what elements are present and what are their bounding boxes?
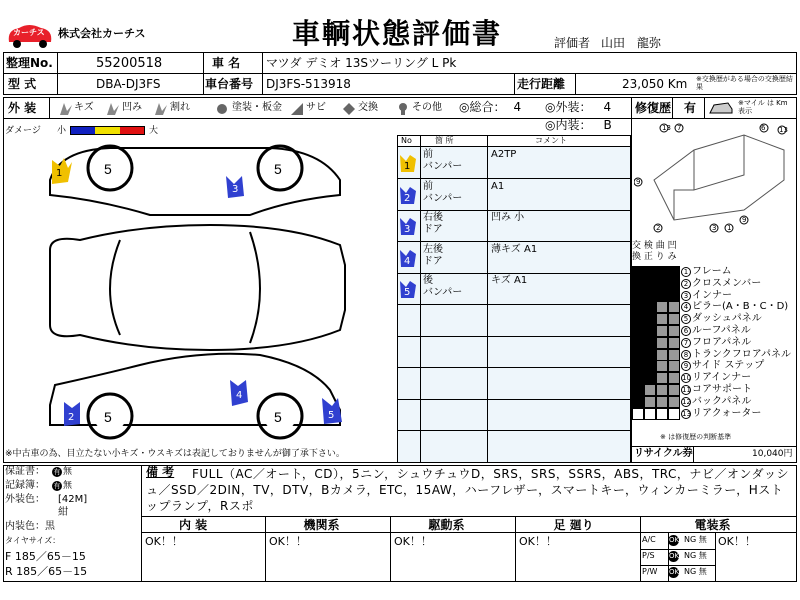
tire-label-1: 5 [104,161,112,177]
frame-check-cell [656,266,668,278]
electric-ng-none: NG 無 [684,567,707,576]
seiri-value: 55200518 [96,56,163,71]
paint-icon [216,101,230,120]
tire-label-3: 5 [104,409,112,425]
mileage-label: 走行距離 [517,77,566,91]
frame-item: 13リアクォーター [682,407,762,419]
frame-check-cell [644,301,656,313]
electric-row-label: A/C [642,535,656,544]
damage-scale-bar [70,126,145,135]
frame-header-2: 換 正 り み [632,252,677,262]
section-value: OK！！ [394,535,432,548]
frame-check-cell [668,349,680,361]
frame-check-cell [644,360,656,372]
exterior-label: 外 装 [8,101,37,115]
frame-check-cell [656,384,668,396]
electric-row-label: P/W [642,567,658,576]
frame-check-cell [644,290,656,302]
frame-check-cell [668,360,680,372]
legend-scratch: キズ [74,102,94,113]
legend-paint: 塗装・板金 [232,102,282,113]
int-grade-value: B [603,118,612,132]
section-header: 駆動系 [428,518,465,532]
damage-row-comment: A1 [491,180,505,192]
section-header: 内 装 [179,518,208,532]
frame-check-cell [632,384,644,396]
overall-grade-label: ◎総合： 4 [459,100,522,114]
ext-grade-value: 4 [603,100,612,114]
damage-row-icon [399,185,417,209]
frame-check-cell [668,290,680,302]
crack-icon [154,101,168,120]
frame-item: 1 フレーム [681,267,732,277]
frame-check-cell [644,313,656,325]
mileage-note: ※交換歴がある場合の交換歴結果 [696,75,793,91]
damage-row-place: 後 [423,275,433,286]
frame-check-cell [656,349,668,361]
svg-text:1: 1 [404,161,411,172]
svg-text:1: 1 [56,168,63,179]
frame-check-cell [668,384,680,396]
section-value: OK！！ [269,535,307,548]
damage-row-part: バンパー [423,161,463,172]
electric-ng-none: NG 無 [684,551,707,560]
frame-check-cell [668,301,680,313]
frame-check-cell [632,325,644,337]
frame-check-cell [632,372,644,384]
section-value: OK！！ [145,535,183,548]
frame-diagram [634,120,796,238]
frame-item: 3 インナー [681,291,732,301]
frame-check-cell [668,325,680,337]
damage-marker-5 [322,398,342,424]
frame-check-cell [656,408,668,420]
col-no: No [401,136,412,145]
frame-check-cell [632,266,644,278]
section-header: 足 廻り [553,518,594,532]
legend-dent: 凹み [122,102,142,113]
frame-check-cell [644,325,656,337]
frame-check-cell [644,372,656,384]
frame-item: 2 クロスメンバー [681,279,761,289]
chassis-label: 車台番号 [205,77,254,91]
frame-item: 11コアサポート [682,384,752,395]
chassis-value: DJ3FS-513918 [266,77,351,91]
damage-row-part: ドア [423,224,443,235]
frame-check-cell [644,408,656,420]
frame-check-cell [644,266,656,278]
col-place: 箇 所 [435,136,454,145]
damage-row-icon [399,279,417,303]
model-value: DBA-DJ3FS [96,77,161,91]
damage-marker-3 [226,176,244,198]
svg-text:3: 3 [712,224,717,232]
frame-check-cell [668,396,680,408]
ext-color-name: 紺 [58,507,68,518]
recycle-value: 10,040円 [752,449,793,459]
frame-check-cell [656,337,668,349]
svg-text:2: 2 [656,224,661,232]
frame-check-cell [656,290,668,302]
frame-note: ※ は修復歴の判断基準 [660,433,732,441]
frame-check-cell [656,278,668,290]
frame-check-cell [656,325,668,337]
frame-item: 5 ダッシュパネル [681,314,762,324]
damage-row-comment: 薄キズ A1 [491,243,538,255]
mileage-value: 23,050 Km [622,77,688,91]
section-value: OK！！ [519,535,557,548]
damage-row-icon [399,153,417,177]
tire-size-label: タイヤサイズ： [5,536,61,545]
frame-item: 9 サイド ステップ [681,361,764,371]
frame-check-cell [656,372,668,384]
electric-ok-mark: OK [669,552,680,560]
electric-ng-none: NG 無 [684,535,707,544]
frame-check-cell [632,301,644,313]
frame-check-cell [668,408,680,420]
int-grade-label: ◎内装： B [545,118,612,132]
damage-row-place: 前 [423,149,433,160]
damage-row-place: 左後 [423,243,443,255]
frame-check-cell [644,384,656,396]
damage-large: 大 [149,126,159,136]
damage-row-part: ドア [423,255,443,267]
frame-check-cell [668,266,680,278]
section-header: 機関系 [303,518,340,532]
damage-small: 小 [57,126,67,136]
tire-front: F 185／65－15 [5,550,86,563]
warranty-ari: 有 無 [53,467,73,477]
damage-row-comment: キズ A1 [491,275,528,286]
frame-check-cell [656,396,668,408]
frame-check-cell [656,301,668,313]
remarks-text: FULL（AC／オート，CD），5ニン，シュウチュウD，SRS，SRS，SSRS，ABS，TRC，ナビ／オンダッシュ／SSD／2DIN，TV，DTV，Bカメラ，ETC，15AW，ハーフレザー，スマートキー，ウィンカーミラー，Hストップランプ，Rスポ [146,467,789,513]
section-value: OK！！ [718,535,756,548]
svg-text:13: 13 [662,124,671,132]
company-name: 株式会社カーチス [58,27,146,40]
frame-check-cell [632,337,644,349]
legend-other: その他 [412,102,442,113]
frame-check-cell [632,408,644,420]
tire-label-4: 5 [274,409,282,425]
svg-text:7: 7 [677,124,682,132]
bottom-note: ※中古車の為、目立たない小キズ・ウスキズは表記しておりませんが御了承下さい。 [5,449,345,459]
ext-color-label: 外装色： [5,494,45,505]
frame-item: 8 トランクフロアパネル [681,350,791,360]
legend-crack: 割れ [170,102,190,113]
scratch-icon [59,101,73,120]
ext-grade-label: ◎外装： 4 [545,100,612,114]
frame-check-cell [668,337,680,349]
record-ari: 有 無 [53,481,73,491]
damage-scale-label: ダメージ [5,126,41,136]
evaluator-name: 山田 龍弥 [601,36,662,50]
frame-check-cell [644,278,656,290]
overall-grade-value: 4 [513,100,522,114]
frame-item: 10リアインナー [682,372,752,384]
svg-text:5: 5 [404,287,411,298]
company-logo [3,20,55,50]
damage-marker-2 [64,402,80,426]
car-name-label: 車 名 [212,56,241,70]
electric-ok-mark: OK [669,568,680,576]
svg-text:4: 4 [404,255,411,267]
model-label: 型 式 [8,77,37,91]
damage-row-place: 前 [423,180,433,192]
svg-text:13: 13 [779,126,788,134]
damage-row-part: バンパー [423,192,463,204]
repair-note: ※マイル は Km 表示 [738,99,788,115]
car-name-value: マツダ デミオ 13Sツーリング L Pk [266,56,457,70]
frame-check-cell [656,313,668,325]
frame-check-cell [632,360,644,372]
seiri-label: 整理No. [6,56,53,70]
damage-marker-4 [230,380,248,406]
svg-text:2: 2 [404,192,411,204]
logo-text: カーチス [13,28,45,37]
other-icon [396,101,410,120]
damage-row-icon [399,216,417,240]
frame-item: 7 フロアパネル [681,338,751,348]
tire-label-2: 5 [274,161,282,177]
damage-row-comment: 凹み 小 [491,212,525,223]
svg-text:2: 2 [68,412,75,423]
legend-rust: サビ [306,102,326,113]
tire-rear: R 185／65－15 [5,565,88,578]
exchange-icon [342,101,356,120]
evaluator-label: 評価者 [554,36,591,50]
damage-row-place: 右後 [423,212,443,223]
damage-row-icon [399,248,417,272]
page-title: 車輌状態評価書 [292,17,503,50]
recycle-label: リサイクル券 [634,448,693,459]
frame-check-cell [632,396,644,408]
frame-check-cell [644,337,656,349]
remarks-label: 備 考 [146,465,175,479]
electric-row-label: P/S [642,551,655,560]
frame-item: 6 ルーフパネル [681,326,751,336]
legend-exchange: 交換 [358,102,378,113]
frame-item: 4 ピラー(A・B・C・D) [681,302,788,312]
frame-header-1: 交 検 曲 凹 [632,241,677,251]
repair-label: 修復歴 [635,101,672,115]
svg-text:3: 3 [404,224,411,235]
damage-row-part: バンパー [423,287,463,298]
frame-check-cell [632,278,644,290]
col-comment: コメント [535,136,567,145]
ext-color-code: [42M] [58,494,88,505]
frame-check-cell [632,349,644,361]
car-diagram [40,140,360,445]
car-frame-icon [708,99,734,121]
svg-text:1: 1 [727,224,732,232]
svg-text:9: 9 [742,216,747,224]
svg-text:3: 3 [232,184,239,195]
section-header: 電装系 [694,518,731,532]
frame-item: 12バックパネル [682,395,752,407]
svg-text:9: 9 [636,178,641,186]
frame-check-cell [656,360,668,372]
dent-icon [106,101,120,120]
frame-check-cell [668,372,680,384]
frame-check-cell [644,349,656,361]
int-color: 内装色：黒 [5,521,55,532]
warranty-label: 保証書： [5,466,45,477]
damage-row-comment: A2TP [491,149,517,160]
frame-check-cell [668,313,680,325]
svg-text:6: 6 [761,124,766,132]
electric-ok-mark: OK [669,536,680,544]
frame-check-cell [644,396,656,408]
frame-check-cell [632,313,644,325]
frame-check-cell [632,290,644,302]
frame-check-cell [668,278,680,290]
svg-text:4: 4 [236,390,243,401]
record-label: 記録簿： [5,480,45,491]
rust-icon [290,101,304,120]
repair-value: 有 [684,101,697,115]
svg-text:5: 5 [328,410,335,421]
